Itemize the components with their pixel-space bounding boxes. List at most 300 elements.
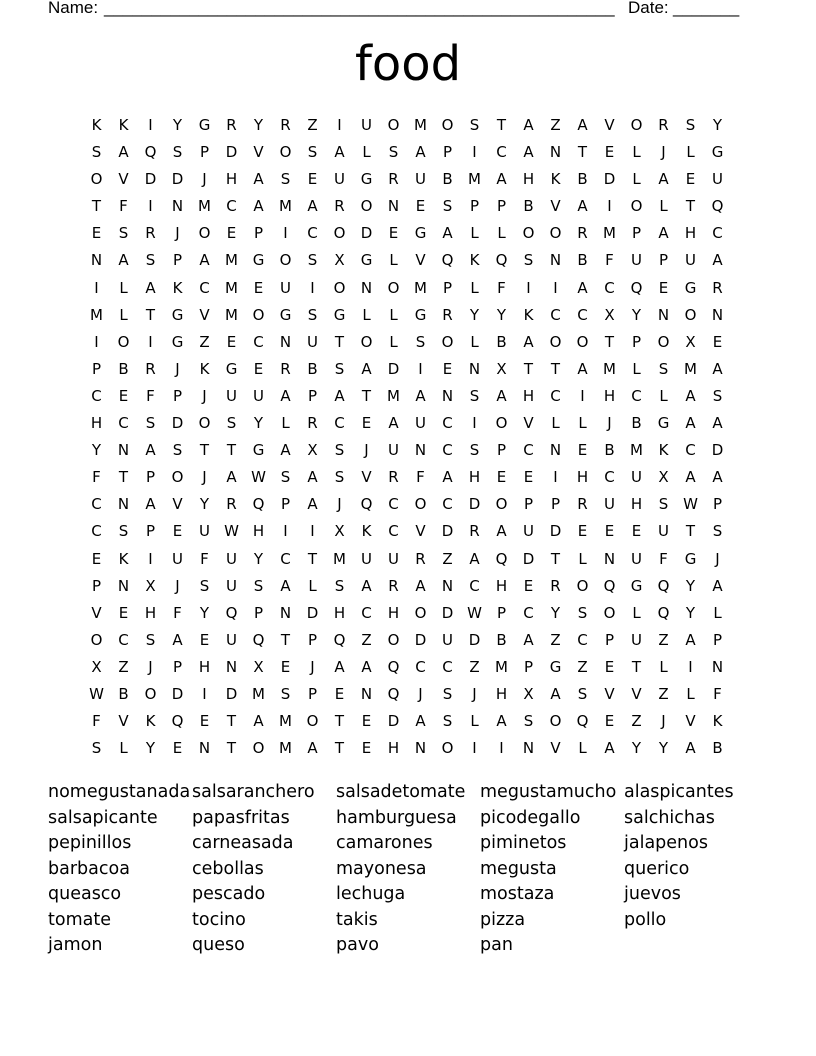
grid-letter[interactable]: N [441, 576, 454, 595]
grid-letter[interactable]: Q [603, 576, 616, 595]
grid-letter[interactable]: S [469, 441, 480, 460]
grid-letter[interactable]: O [387, 278, 400, 297]
grid-letter[interactable]: P [712, 630, 723, 649]
grid-letter[interactable]: A [577, 197, 588, 216]
grid-letter[interactable]: N [549, 441, 562, 460]
grid-letter[interactable]: A [334, 386, 345, 405]
grid-letter[interactable]: D [306, 603, 319, 622]
grid-letter[interactable]: A [550, 684, 561, 703]
grid-letter[interactable]: U [388, 441, 399, 460]
grid-letter[interactable]: T [145, 305, 156, 324]
grid-letter[interactable]: Q [711, 197, 724, 216]
grid-letter[interactable]: H [522, 386, 535, 405]
grid-letter[interactable]: Z [199, 332, 210, 351]
grid-letter[interactable]: I [148, 549, 153, 568]
grid-letter[interactable]: L [551, 414, 560, 433]
grid-letter[interactable]: R [469, 522, 480, 541]
grid-letter[interactable]: H [522, 170, 535, 189]
grid-letter[interactable]: H [387, 603, 400, 622]
grid-letter[interactable]: S [280, 170, 291, 189]
grid-letter[interactable]: V [685, 712, 696, 731]
grid-letter[interactable]: P [550, 495, 561, 514]
grid-letter[interactable]: Q [630, 278, 643, 297]
grid-letter[interactable]: S [307, 251, 318, 270]
grid-letter[interactable]: E [118, 386, 129, 405]
grid-letter[interactable]: K [361, 522, 372, 541]
grid-letter[interactable]: C [685, 441, 696, 460]
grid-letter[interactable]: I [472, 143, 477, 162]
grid-letter[interactable]: S [172, 143, 183, 162]
grid-letter[interactable]: M [414, 116, 427, 134]
grid-letter[interactable]: C [442, 657, 453, 676]
grid-letter[interactable]: O [684, 305, 697, 324]
grid-letter[interactable]: R [550, 576, 561, 595]
grid-letter[interactable]: L [659, 197, 668, 216]
grid-letter[interactable]: D [144, 170, 157, 189]
grid-letter[interactable]: G [333, 305, 346, 324]
grid-letter[interactable]: C [388, 495, 399, 514]
grid-letter[interactable]: N [117, 576, 130, 595]
grid-letter[interactable]: R [388, 576, 399, 595]
grid-letter[interactable]: L [389, 305, 398, 324]
grid-letter[interactable]: O [360, 332, 373, 351]
grid-letter[interactable]: A [253, 170, 264, 189]
grid-letter[interactable]: O [333, 224, 346, 243]
grid-letter[interactable]: L [389, 251, 398, 270]
grid-letter[interactable]: P [496, 603, 507, 622]
grid-letter[interactable]: U [199, 522, 210, 541]
grid-letter[interactable]: Q [333, 630, 346, 649]
grid-letter[interactable]: R [307, 414, 318, 433]
grid-letter[interactable]: O [414, 603, 427, 622]
grid-letter[interactable]: C [91, 522, 102, 541]
grid-letter[interactable]: O [630, 197, 643, 216]
grid-letter[interactable]: Z [118, 657, 129, 676]
grid-letter[interactable]: B [577, 251, 588, 270]
grid-letter[interactable]: H [495, 576, 508, 595]
grid-letter[interactable]: N [711, 657, 724, 676]
grid-letter[interactable]: U [388, 549, 399, 568]
grid-letter[interactable]: A [577, 116, 588, 134]
grid-letter[interactable]: I [148, 116, 153, 134]
grid-letter[interactable]: E [172, 739, 183, 758]
grid-letter[interactable]: F [605, 251, 614, 270]
grid-letter[interactable]: Q [441, 251, 454, 270]
grid-letter[interactable]: I [94, 278, 99, 297]
grid-letter[interactable]: P [658, 251, 669, 270]
grid-letter[interactable]: C [523, 441, 534, 460]
grid-letter[interactable]: L [281, 414, 290, 433]
grid-letter[interactable]: S [334, 359, 345, 378]
grid-letter[interactable]: Q [252, 630, 265, 649]
grid-letter[interactable]: O [549, 712, 562, 731]
grid-letter[interactable]: Q [495, 251, 508, 270]
grid-letter[interactable]: O [252, 739, 265, 758]
grid-letter[interactable]: B [712, 739, 723, 758]
grid-letter[interactable]: R [415, 549, 426, 568]
grid-letter[interactable]: K [118, 549, 129, 568]
grid-letter[interactable]: A [361, 576, 372, 595]
grid-letter[interactable]: Y [496, 305, 507, 324]
grid-letter[interactable]: S [388, 143, 399, 162]
grid-letter[interactable]: O [441, 739, 454, 758]
grid-letter[interactable]: D [549, 522, 562, 541]
grid-letter[interactable]: U [523, 522, 534, 541]
grid-letter[interactable]: P [307, 684, 318, 703]
grid-letter[interactable]: Q [657, 603, 670, 622]
grid-letter[interactable]: N [603, 549, 616, 568]
grid-letter[interactable]: G [252, 251, 265, 270]
grid-letter[interactable]: S [469, 116, 480, 134]
grid-letter[interactable]: V [118, 712, 129, 731]
grid-letter[interactable]: W [89, 684, 104, 703]
grid-letter[interactable]: P [469, 197, 480, 216]
grid-letter[interactable]: H [90, 414, 103, 433]
grid-letter[interactable]: J [175, 576, 180, 595]
grid-letter[interactable]: V [361, 468, 372, 487]
grid-letter[interactable]: U [685, 251, 696, 270]
grid-letter[interactable]: M [603, 359, 616, 378]
grid-letter[interactable]: E [631, 522, 642, 541]
grid-letter[interactable]: J [607, 414, 612, 433]
grid-letter[interactable]: J [418, 684, 423, 703]
grid-letter[interactable]: M [198, 197, 211, 216]
grid-letter[interactable]: D [171, 684, 184, 703]
grid-letter[interactable]: U [226, 386, 237, 405]
grid-letter[interactable]: Z [658, 630, 669, 649]
grid-letter[interactable]: V [523, 414, 534, 433]
grid-letter[interactable]: S [280, 468, 291, 487]
grid-letter[interactable]: H [144, 603, 157, 622]
grid-letter[interactable]: X [658, 468, 669, 487]
grid-letter[interactable]: A [415, 712, 426, 731]
grid-letter[interactable]: Q [252, 495, 265, 514]
grid-letter[interactable]: O [387, 116, 400, 134]
grid-letter[interactable]: A [712, 251, 723, 270]
grid-letter[interactable]: Y [631, 739, 642, 758]
grid-letter[interactable]: Y [145, 739, 156, 758]
grid-letter[interactable]: D [522, 549, 535, 568]
grid-letter[interactable]: E [361, 712, 372, 731]
grid-letter[interactable]: Y [631, 305, 642, 324]
grid-letter[interactable]: A [253, 197, 264, 216]
grid-letter[interactable]: U [361, 116, 372, 134]
grid-letter[interactable]: N [117, 441, 130, 460]
grid-letter[interactable]: A [577, 278, 588, 297]
grid-letter[interactable]: A [118, 251, 129, 270]
grid-letter[interactable]: U [631, 549, 642, 568]
grid-letter[interactable]: S [685, 116, 696, 134]
grid-letter[interactable]: A [361, 359, 372, 378]
grid-letter[interactable]: T [91, 197, 102, 216]
grid-letter[interactable]: N [387, 197, 400, 216]
grid-letter[interactable]: R [577, 495, 588, 514]
grid-letter[interactable]: E [280, 657, 291, 676]
grid-letter[interactable]: H [468, 468, 481, 487]
grid-letter[interactable]: I [472, 414, 477, 433]
grid-letter[interactable]: D [387, 712, 400, 731]
grid-letter[interactable]: C [199, 278, 210, 297]
grid-letter[interactable]: O [198, 414, 211, 433]
grid-letter[interactable]: R [712, 278, 723, 297]
grid-letter[interactable]: H [225, 170, 238, 189]
grid-letter[interactable]: E [523, 468, 534, 487]
grid-letter[interactable]: E [415, 197, 426, 216]
grid-letter[interactable]: Y [199, 603, 210, 622]
grid-letter[interactable]: A [685, 386, 696, 405]
grid-letter[interactable]: X [334, 522, 345, 541]
grid-letter[interactable]: Y [91, 441, 102, 460]
grid-letter[interactable]: P [442, 143, 453, 162]
grid-letter[interactable]: P [631, 332, 642, 351]
grid-letter[interactable]: M [333, 549, 346, 568]
grid-letter[interactable]: A [388, 414, 399, 433]
grid-letter[interactable]: T [280, 630, 291, 649]
grid-letter[interactable]: C [334, 414, 345, 433]
grid-letter[interactable]: C [118, 630, 129, 649]
grid-letter[interactable]: O [252, 305, 265, 324]
grid-letter[interactable]: L [632, 359, 641, 378]
grid-letter[interactable]: A [685, 414, 696, 433]
grid-letter[interactable]: Z [469, 657, 480, 676]
grid-letter[interactable]: C [577, 305, 588, 324]
grid-letter[interactable]: N [171, 197, 184, 216]
grid-letter[interactable]: I [553, 468, 558, 487]
grid-letter[interactable]: A [442, 224, 453, 243]
grid-letter[interactable]: N [414, 441, 427, 460]
grid-letter[interactable]: G [414, 305, 427, 324]
grid-letter[interactable]: E [604, 657, 615, 676]
grid-letter[interactable]: Q [387, 684, 400, 703]
grid-letter[interactable]: X [604, 305, 615, 324]
grid-letter[interactable]: I [688, 657, 693, 676]
grid-letter[interactable]: A [604, 739, 615, 758]
grid-letter[interactable]: A [361, 657, 372, 676]
grid-letter[interactable]: S [577, 603, 588, 622]
grid-letter[interactable]: H [684, 224, 697, 243]
grid-letter[interactable]: Y [469, 305, 480, 324]
grid-letter[interactable]: A [307, 495, 318, 514]
grid-letter[interactable]: D [468, 495, 481, 514]
grid-letter[interactable]: E [577, 441, 588, 460]
grid-letter[interactable]: I [310, 278, 315, 297]
grid-letter[interactable]: T [226, 441, 237, 460]
grid-letter[interactable]: K [91, 116, 102, 134]
grid-letter[interactable]: F [497, 278, 506, 297]
grid-letter[interactable]: X [91, 657, 102, 676]
grid-letter[interactable]: P [496, 197, 507, 216]
grid-letter[interactable]: D [225, 684, 238, 703]
grid-letter[interactable]: F [119, 197, 128, 216]
grid-letter[interactable]: U [226, 630, 237, 649]
grid-letter[interactable]: L [578, 549, 587, 568]
grid-letter[interactable]: A [496, 170, 507, 189]
grid-letter[interactable]: C [631, 386, 642, 405]
grid-letter[interactable]: A [496, 522, 507, 541]
grid-letter[interactable]: A [226, 468, 237, 487]
grid-letter[interactable]: N [279, 603, 292, 622]
grid-letter[interactable]: P [91, 576, 102, 595]
grid-letter[interactable]: S [172, 441, 183, 460]
grid-letter[interactable]: T [334, 332, 345, 351]
grid-letter[interactable]: A [280, 441, 291, 460]
grid-letter[interactable]: E [604, 143, 615, 162]
grid-letter[interactable]: X [685, 332, 696, 351]
grid-letter[interactable]: C [604, 278, 615, 297]
grid-letter[interactable]: X [334, 251, 345, 270]
grid-letter[interactable]: H [252, 522, 265, 541]
grid-letter[interactable]: N [468, 359, 481, 378]
grid-letter[interactable]: T [226, 712, 237, 731]
grid-letter[interactable]: N [441, 386, 454, 405]
grid-letter[interactable]: O [441, 116, 454, 134]
grid-letter[interactable]: T [631, 657, 642, 676]
grid-letter[interactable]: J [202, 386, 207, 405]
grid-letter[interactable]: T [226, 739, 237, 758]
grid-letter[interactable]: O [90, 630, 103, 649]
grid-letter[interactable]: L [578, 414, 587, 433]
grid-letter[interactable]: R [145, 224, 156, 243]
grid-letter[interactable]: F [92, 468, 101, 487]
grid-letter[interactable]: L [119, 305, 128, 324]
grid-letter[interactable]: Z [577, 657, 588, 676]
grid-letter[interactable]: F [173, 603, 182, 622]
grid-letter[interactable]: I [283, 522, 288, 541]
grid-letter[interactable]: V [253, 143, 264, 162]
grid-letter[interactable]: X [307, 441, 318, 460]
grid-letter[interactable]: T [361, 386, 372, 405]
grid-letter[interactable]: Y [685, 576, 696, 595]
grid-letter[interactable]: O [90, 170, 103, 189]
grid-letter[interactable]: Z [658, 684, 669, 703]
grid-letter[interactable]: Q [225, 603, 238, 622]
grid-letter[interactable]: E [253, 359, 264, 378]
grid-letter[interactable]: Q [360, 495, 373, 514]
grid-letter[interactable]: E [253, 278, 264, 297]
grid-letter[interactable]: Y [658, 739, 669, 758]
grid-letter[interactable]: U [361, 549, 372, 568]
grid-letter[interactable]: S [712, 386, 723, 405]
grid-letter[interactable]: G [684, 549, 697, 568]
grid-letter[interactable]: T [523, 359, 534, 378]
grid-letter[interactable]: I [607, 197, 612, 216]
grid-letter[interactable]: I [499, 739, 504, 758]
grid-letter[interactable]: P [172, 657, 183, 676]
grid-letter[interactable]: E [361, 414, 372, 433]
grid-letter[interactable]: P [280, 495, 291, 514]
grid-letter[interactable]: M [225, 251, 238, 270]
grid-letter[interactable]: A [577, 359, 588, 378]
grid-letter[interactable]: S [469, 386, 480, 405]
grid-letter[interactable]: Q [576, 712, 589, 731]
grid-letter[interactable]: Y [550, 603, 561, 622]
grid-letter[interactable]: R [334, 197, 345, 216]
grid-letter[interactable]: E [496, 468, 507, 487]
grid-letter[interactable]: D [468, 630, 481, 649]
grid-letter[interactable]: D [603, 170, 616, 189]
grid-letter[interactable]: O [144, 684, 157, 703]
grid-letter[interactable]: L [713, 603, 722, 622]
grid-letter[interactable]: M [414, 278, 427, 297]
grid-letter[interactable]: T [307, 549, 318, 568]
grid-letter[interactable]: E [523, 576, 534, 595]
grid-letter[interactable]: D [441, 603, 454, 622]
grid-letter[interactable]: G [414, 224, 427, 243]
grid-letter[interactable]: A [199, 251, 210, 270]
grid-letter[interactable]: J [661, 712, 666, 731]
grid-letter[interactable]: N [657, 305, 670, 324]
grid-letter[interactable]: A [685, 630, 696, 649]
grid-letter[interactable]: T [334, 739, 345, 758]
grid-letter[interactable]: N [414, 739, 427, 758]
grid-letter[interactable]: S [145, 414, 156, 433]
grid-letter[interactable]: B [631, 414, 642, 433]
grid-letter[interactable]: R [658, 116, 669, 134]
grid-letter[interactable]: M [279, 739, 292, 758]
grid-letter[interactable]: F [659, 549, 668, 568]
grid-letter[interactable]: U [712, 170, 723, 189]
grid-letter[interactable]: J [202, 170, 207, 189]
grid-letter[interactable]: Q [171, 712, 184, 731]
grid-letter[interactable]: A [280, 576, 291, 595]
grid-letter[interactable]: X [145, 576, 156, 595]
grid-letter[interactable]: S [118, 522, 129, 541]
grid-letter[interactable]: O [522, 224, 535, 243]
grid-letter[interactable]: S [253, 576, 264, 595]
grid-letter[interactable]: S [523, 712, 534, 731]
name-field[interactable]: ______________________________________________________ [104, 0, 615, 17]
grid-letter[interactable]: A [307, 468, 318, 487]
grid-letter[interactable]: A [496, 712, 507, 731]
grid-letter[interactable]: L [497, 224, 506, 243]
grid-letter[interactable]: F [416, 468, 425, 487]
grid-letter[interactable]: V [118, 170, 129, 189]
grid-letter[interactable]: X [496, 359, 507, 378]
grid-letter[interactable]: R [388, 468, 399, 487]
grid-letter[interactable]: C [388, 522, 399, 541]
grid-letter[interactable]: P [307, 386, 318, 405]
grid-letter[interactable]: Y [253, 116, 264, 134]
grid-letter[interactable]: Y [172, 116, 183, 134]
grid-letter[interactable]: L [470, 332, 479, 351]
grid-letter[interactable]: A [334, 657, 345, 676]
grid-letter[interactable]: C [91, 386, 102, 405]
grid-letter[interactable]: E [712, 332, 723, 351]
grid-letter[interactable]: S [658, 359, 669, 378]
grid-letter[interactable]: O [279, 143, 292, 162]
grid-letter[interactable]: U [280, 278, 291, 297]
grid-letter[interactable]: A [523, 630, 534, 649]
grid-letter[interactable]: A [712, 576, 723, 595]
grid-letter[interactable]: O [576, 576, 589, 595]
grid-letter[interactable]: Q [144, 143, 157, 162]
grid-letter[interactable]: R [226, 495, 237, 514]
grid-letter[interactable]: V [91, 603, 102, 622]
grid-letter[interactable]: C [91, 495, 102, 514]
grid-letter[interactable]: A [280, 386, 291, 405]
grid-letter[interactable]: O [549, 332, 562, 351]
grid-letter[interactable]: F [713, 684, 722, 703]
grid-letter[interactable]: D [171, 414, 184, 433]
grid-letter[interactable]: E [442, 359, 453, 378]
grid-letter[interactable]: P [199, 143, 210, 162]
grid-letter[interactable]: K [550, 170, 561, 189]
grid-letter[interactable]: G [657, 414, 670, 433]
grid-letter[interactable]: L [119, 278, 128, 297]
grid-letter[interactable]: N [279, 332, 292, 351]
grid-letter[interactable]: I [580, 386, 585, 405]
grid-letter[interactable]: U [631, 630, 642, 649]
